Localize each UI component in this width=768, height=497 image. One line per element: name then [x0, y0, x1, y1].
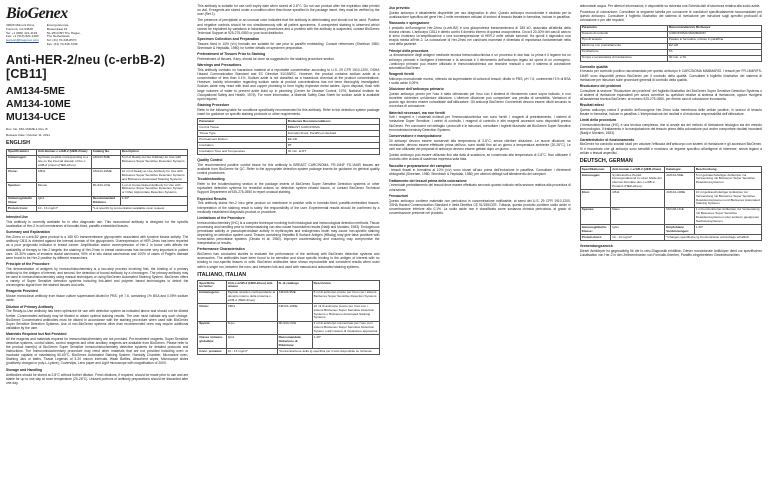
italian-staining-table [580, 25, 762, 62]
dilution-heading: Dilution of Primary Antibody [6, 304, 54, 309]
table-row: Control Tissue BREAST CARCINOMA [198, 125, 379, 131]
conservazione-text-2: Questo anticorpo può essere utilizzato fino alla data di scadenza, se conservato alla temperatura di 2-8°C. Non utilizzare il prodotto oltre la data di scadenza impressa sulla fiala. [388, 153, 571, 162]
table-row: Spezies: Maus MU134-UCE 1 ml konzentrierter Antikörper zur Verwendung mit BioGenex Super Sensitive Detektionssystemen oder anderen geeigneten Nachweissystemen [580, 207, 761, 224]
biogenex-logo: BioGenex [6, 5, 68, 22]
paragraph: This antibody is suitable for use until expiry date when stored at 2-8°C. Do not use product after the expiration date printed on vial. If reagents are stored under a condition other than those specified in the package insert, they must be verified by the user (Ref 1). [197, 4, 380, 17]
reagenti-heading: Reagenti forniti [388, 71, 415, 76]
dilution-text: The Ready-to-Use antibody has been optimized for use with detection system as indicated above and should not be diluted further. Concentrated antibody may be titrated to obtain optimal staining results. The user must validate any such change. BioGenex Concentrated antibodies must be diluted in accordance with the staining procedure when used with BioGenex Super Sensitive Detection Systems. Use of non-BioGenex systems other than recommended ones may require additional validation by the user. [6, 309, 189, 330]
storage-text: Antibodies should be stored at 2-8°C without further dilution. Fresh dilutions, if required, should be made prior to use and are stable for up to one day at room temperature (20-26°C). Unused portions of antibody preparations should be discarded after one day. [6, 372, 189, 385]
address-block [6, 24, 188, 47]
document-number: Doc. No. 932-134ME-1 Rev. B [6, 126, 48, 131]
warnings-heading: Warnings and Precautions [197, 63, 242, 68]
conservazione-heading: Conservazione e manipolazione [388, 133, 442, 138]
column-3 [389, 4, 571, 493]
table-row: Incubation Time and Temperature 30 min. at RT [198, 149, 379, 155]
reagenti-text: Anticorpo monoclonale murino, ottenuto da supernatante di coltura di tessuti, diluito in PBS, pH 7.6, contenente l'1% di BSA e sodio azide 0,09%. [388, 76, 571, 85]
expected-results-heading: Expected Results [197, 196, 227, 201]
quality-control-text: The recommended positive control tissue for this antibody is BREAST CARCINOMA. FR-1M4F FS-1M4R tissues are available from BioGenex for QC. Refer to the appropriate detection system package inserts for guidance on general quality control procedures. [197, 162, 380, 176]
summary-heading: Summary and Explanation [6, 230, 50, 235]
table-row: Pretreatment Elution EZ-AR [198, 137, 379, 143]
table-row: Incubation RT [198, 143, 379, 149]
caratteristiche-heading: Caratteristiche di funzionamento [579, 137, 635, 142]
staining-parameter-table [197, 118, 379, 155]
table-row: Tessuto di controllo CARCINOMA MAMMARIO [580, 31, 761, 37]
diluizione-text: Questo anticorpo pronto per l'uso è stato ottimizzato per l'uso con il sistema di rilevamento come sopra indicato, e non dovrebbe richiedere un'ulteriore diluizione. L'ulteriore diluizione può comportare una perdita di sensibilità. Variazioni di quanto rigo devono essere convalidate dall'utilizzatore. Gli anticorpi BioGenex Concentrati devono essere diluiti secondo la procedura di colorazione. [388, 91, 571, 109]
catalog-number-list: AM134-5ME AM134-10ME MU134-UCE [6, 84, 71, 123]
table-row: Species: Mouse MU134-UCE 1 ml of Concentrated Antibody for Use with BioGenex Super Sensitive Detection System or Other Appropriate Detection Systems [7, 182, 188, 196]
table-row: Specie: Topo MU134-UCE 1 ml di anticorpo concentrato per l'uso con i sistemi BioGenex Super Sensitive Detection System o altri sistemi di rivelazione appropriati [199, 321, 378, 333]
verwendungszweck-heading: Verwendungszweck [579, 243, 613, 248]
specimen-text: Tissues fixed in 10% (v/v) formalin are suitable for use prior to paraffin embedding. Consult references (Sheehan 1980; Shenbach & Heptalak, 1980) for further details on specimen preparation. [197, 41, 380, 50]
quality-control-heading: Quality Control [197, 158, 223, 163]
risultati-heading: Risultati attesi [579, 103, 604, 108]
column-2 [197, 4, 379, 493]
limiti-heading: Limiti della procedura [579, 118, 617, 123]
pretrattamento-heading: Trattamento dei tessuti prima della colorazione [388, 178, 467, 183]
warnings-text: This antibody contains no hazardous material at a reportable concentration according to U.S. 29 CFR 1910.1200, OSHA Hazard Communication Standard and EC Directive 91/155/EC. However, the product contains sodium azide at a concentration of less than 0.1%. Sodium azide is not classified as a hazardous chemical at the product concentrations. However, toxicity information regarding sodium azide at product concentrations has not been thoroughly investigated. Sodium azide may react with lead and copper plumbing to form highly explosive metal azides. Upon disposal, flush with large volumes of water to prevent azide build up in plumbing (Center for Disease Control, 1976, National Institute for Occupational Safety and Health, 1976). For more information, a Material Safety Data Sheet for sodium azide is available upon request. [197, 68, 380, 101]
table-row: Immunogeno: Peptide sintetico corrispondente al dominio interno della proteina c-erbB-2 (HER-2/neu) AM134-5ME 5 ml di anticorpo pronto per l'uso con i sistemi BioGenex Super Sensitive Detection Systems [198, 290, 379, 304]
section-heading-italiano: ITALIANO, ITALIAN [197, 271, 247, 278]
materiali-text: Tutti i reagenti e i materiali richiesti per l'immunoistochimica non sono forniti. I reagenti di pretrattamento, i sistemi di rivelazione Super Sensitive, i vetrini di controllo, i reagenti di controllo e altri reagenti accessori sono disponibili presso BioGenex. Per conoscere nel dettaglio i protocolli e le istruzioni, consultare i foglietti illustrativi dei BioGenex Super Sensitive Immunohistochemistry Detection Systems. [388, 115, 571, 132]
staining-procedure-text: Refer to the following table for conditions specifically recommended for this antibody. Refer to the detection system package insert for guidance on specific staining protocols or other requirements. [197, 107, 380, 116]
table-header-row: Specifiche tecniche: Anti-c-erbB-2 (HER-2/neu) anti-umano N. di catalogo Descrizione [198, 281, 379, 291]
procedura-text: Procedura di colorazione: Consultare la seguente tabella per conoscere le condizioni specificatamente raccomandate per questo anticorpo. Consultare il foglietto illustrativo del sistema di rivelazione per istruzioni sugli specifici protocolli di colorazione o per altri requisiti. [579, 10, 762, 23]
table-row: Classe immuno-globulina: IgG1 Raccomandata titolazione di Diluizione: 1:40* [198, 335, 379, 349]
riassunto-heading: Riassunto e spiegazione [388, 21, 430, 26]
reagents-text: Mouse monoclonal antibody from tissue culture supernatant diluted in PBS, pH 7.6, containing 1% BSA and 0.09% sodium azide. [6, 294, 189, 303]
paragraph: abbondanti acqua. Per ulteriori informazioni, è disponibile su richiesta una Scheda dati di sicurezza relativa alla sodio azide. [579, 4, 761, 8]
raccolta-text: I tessuti fissati in formalina al 10% (v/v) sono idonei all'uso prima dell'inclusione in paraffina. Consultare i riferimenti bibliografici (Sheehan, 1980; Shenbach & Heptalak, 1980) per ulteriori dettagli sull'allestimento dei campioni. [388, 168, 571, 177]
precauzioni-text: Questo anticorpo contiene materiale non pericoloso in concentrazione notificabile, ai sensi del U.S. 29 CFR 1910.1200, OSHA Hazard Communication Standard e della Direttiva CE 91/155/CEE. Tuttavia, questo prodotto contiene sodio azide in concentrazione inferiore allo 0,1%. La sodio azide non è classificata come sostanza chimica pericolosa, al grado di concentrazione presente nel prodotto. [388, 198, 571, 215]
specimen-heading: Specimen Collection and Preparation [197, 37, 260, 42]
limitations-heading: Limitations of the Procedure [197, 215, 245, 220]
precauzioni-heading: Precauzioni [388, 193, 409, 198]
table-row: Eluizione con pretrattamento EZ-AR [580, 43, 761, 49]
performance-text: BioGenex has conducted studies to evaluate the performance of the antibody with BioGenex detection systems and accessories. The antibodies have been found to be sensitive and show specific binding to the antigen of interest with no binding to non-specific tissues or cells. BioGenex antibodies have shown reproducible and consistent results when used within a single run, between the runs, and between lots and used with manual and automated staining systems. [197, 252, 380, 269]
table-row: Klon: CB11 AM134-10ME 10 ml gebrauchsfertiger Antikörper zur Verwendung mit BioGenex Super Sensitive Detektionssystemen und BioGenex Automated Staining Systems [581, 190, 760, 206]
table-row: Clone: CB11 AM134-10ME 10 ml di anticorpo pronto per l'uso con i sistemi BioGenex Super Sensitive Detection Systems e BioGenex Automated Staining Systems [198, 304, 379, 321]
intended-use-text: This antibody is currently available for in vitro diagnostic use. This monoclonal antibody is designed for the specific localization of Her-2 in cell membranes of formalin-fixed, paraffin-embedded tissues. [6, 220, 189, 229]
principle-heading: Principle of the Procedure [6, 261, 50, 266]
conservazione-text: Gli anticorpi devono essere conservati alla temperatura di 2-8°C, senza ulteriore diluizione. Le nuove diluizioni, se necessarie, devono essere effettuate prima dell'uso, sono stabili fino ad un giorno a temperatura ambiente (20-26°C). Le parti non utilizzate dei preparati di anticorpo devono essere gettate dopo un giorno. [388, 138, 571, 151]
uso-previsto-heading: Uso previsto [388, 6, 410, 10]
table-row: Protein-Konz: 10 - 13 mg/ml* *Chargen-spezifische Ig-Konzentration auf Anfrage erhältlich [580, 235, 761, 241]
table-header-row: Parameter BioGenex Recommendations [198, 119, 379, 125]
table-row: Protein Conc: 10 - 13 mg/ml* *Lot specific Ig concentration available upon request [7, 206, 188, 212]
uso-previsto-text: Questo anticorpo è attualmente disponibile per uso diagnostico in vitro. Questo anticorpo monoclonale è studiato per la localizzazione specifica del gene Her-2 nelle membrane cellulari di sezioni di tessuto fissate in formalina, incluse in paraffina. [388, 10, 571, 19]
raccolta-heading: Raccolta e preparazione dei campioni [388, 163, 452, 168]
riassunto-text: Il prodotto dell'oncogene Her-2/neu (c-erb-B2) è una glicoproteina transmembrana di 185 kD, associata all'attività della tirosina chinasi. L'anticorpo CB11 è diretto contro il dominio interno di questa oncoproteina. Circa il 20-30% dei casi di cancro al seno mostrano un'amplificazione o una sovraespressione di HER-2 nelle cellule tumorali. Ha quindi il dignostico una terapia mirata all'Her-2. La colorazione di Her-2/neu nei carcinomi mammari è diventata di importanza fondamentale nella cura della paziente. [388, 25, 571, 47]
verwendungszweck-text: Dieser Antikörper ist gegenwärtig für die In-vitro-Diagnostik erhältlich. Dieser monoklonale Antikörper dient zur spezifischen Lokalisation von Her-2 in den Zellmembranen von Formalin-fixierten, Paraffin-eingebetteten Gewebeschnitten. [579, 248, 762, 257]
troubleshooting-heading: Troubleshooting [197, 177, 225, 182]
table-header-row: Spezifikationen Anti-human c-erbB-2 (HER-2/neu) Katalognr. Beschreibung [580, 167, 761, 173]
risultati-text: Questo anticorpo colora il prodotto dell'oncogene Her-2/neu sulla membrana delle cellule positive, in sezioni di tessuto fissate in formalina, incluse in paraffina. L'interpretazione dei risultati è di esclusiva responsabilità dell'utilizzatore. [579, 107, 762, 117]
principle-text: The demonstration of antigens by immunohistochemistry is a two-step process involving first, the binding of a primary antibody to the antigen of interest, and second, the detection of bound antibody by a chromogen. The primary antibody may be used in immunohistochemistry using manual techniques or using BioGenex Automated Staining System. BioGenex offers a variety of Super Sensitive detection systems including link-label and polymer based technologies to detect the chromogenic signal from the stained tissues and cells. [6, 266, 189, 288]
principi-heading: Principi della procedura [388, 48, 429, 53]
column-1 [6, 4, 188, 493]
italian-spec-table [197, 280, 379, 355]
controllo-heading: Controllo qualità [579, 64, 608, 69]
table-header-row: Specifications Anti-Human c-erbB-2 (HER-2/neu) Catalog No. Description [7, 149, 188, 155]
table-row: Incubazione TA [580, 49, 761, 55]
materials-heading: Materials Required but Not Provided [6, 332, 67, 337]
english-spec-table [6, 149, 188, 212]
column-4 [580, 4, 762, 493]
section-heading-deutsch: DEUTSCH, GERMAN [579, 157, 633, 164]
support-email-link[interactable]: support@biogenex.com [6, 38, 39, 43]
caratteristiche-text: BioGenex ha condotto svariati studi per valutare l'efficacia dell'anticorpo con sistemi di rivelazione e gli accessori BioGenex. Si è riscontrato che gli anticorpi sono sensibili e mostrano un legame specifico all'antigene di interesse, senza legami a cellule o tessuti aspecifici. [579, 142, 762, 155]
table-row: Immunoglobulin-Klasse: IgG1 Empfohlene Verdünnungen: 1:40* [580, 225, 761, 235]
eu-representative-address: Emergo Europe, Molenstraat 15 NL-2513 BH The Hague, The Netherlands Tel: (31) 70-345-8570 Fax: (31) 70-346-7299 [46, 23, 81, 46]
document-title: Anti-HER-2/neu (c-erbB-2) [CB11] [6, 52, 166, 81]
limiti-text: L'immunoistochimica (IHC) è una tecnica complessa, che si avvale sia del metodo di rivelazione istologico sia del metodo immunologico. Il trattamento e la manipolazione del tessuto prima della colorazione può anche comportare risultati incostanti (Nadji e Morales, 1983). [579, 123, 762, 136]
table-row: Immunogen: Synthetisches Peptid, korrespondierend zu einer Stelle der internen Domäne des c-erbB-2-Proteins (HER-2/neu) AM134-5ME 5 ml gebrauchsfertiger Antikörper zur Verwendung mit BioGenex Super Sensitive Detektionssystemen [580, 173, 761, 190]
table-row: Tissue Type Formalin Fixed, Paraffin-embedded [198, 131, 379, 137]
summary-text: Her-2/neu or c-erb-B2 gene product is a 185 KD transmembrane glycoprotein associated with tyrosine kinase activity. The antibody CB11 is directed against the internal domain of the glycoprotein. Overexpression of HER-2/neu has been reported as a poor prognostic indicator in breast cancer. Amplification and/or overexpression of Her-2 in tumor cells affects the availability of therapy to Her-2 targets; the staining of Her-2/neu in breast carcinomas has become very important in patient care. 15-30% cases of invasive ductal carcinoma, 90% of in situ ductal carcinomas and 100% of cases of Paget's disease were found to be Her-2 positive by different researchers. [6, 235, 189, 260]
reagents-heading: Reagents Provided [6, 289, 38, 294]
controllo-text: Il tessuto per controllo positivo raccomandato per questo anticorpo è CARCINOMA MAMMARIO. I tessuti per FR-1M4R/FS-1M4R sono disponibili presso BioGenex per il controllo della qualità. Consultare il foglietto illustrativo del sistema di rivelazione per istruzioni sulle procedure generali di controllo della qualità. [579, 69, 762, 82]
limitations-text: Immunohistochemistry (IHC) is a complex technique involving both histological and immunological detection methods. Tissue processing and handling prior to immunostaining can also cause inconsistent results (Nadji and Morales, 1983). Endogenous peroxidase activity or pseudoperoxidase activity in erythrocytes and endogenous biotin may cause non-specific staining depending on detection system used. Tissues containing Hepatitis B Surface Antigen (HBsAg) may give false positives with horseradish peroxidase systems (Omata et al, 1980). Improper counterstaining and mounting may compromise the interpretation of results. [197, 220, 380, 246]
risoluzione-heading: Risoluzione dei problemi [579, 83, 622, 88]
german-spec-table [580, 166, 762, 241]
section-heading-english: ENGLISH [6, 140, 30, 147]
expected-results-text: This antibody stains Her-2 /neu gene product on membrane in positive cells in formalin-fixed, paraffin-embedded tissues. Interpretation of the staining result is solely the responsibility of the user. Experimental results should be confirmed by a medically established diagnostic product or procedure. [197, 201, 380, 214]
pretrattamento-text: L'eventuale pretrattamento dei tessuti deve essere effettuato secondo quanto indicato nella sezione relativa alla procedura di colorazione. [388, 183, 571, 192]
table-row: Tempo e temperatura di incubazione 30 min. a TA [580, 55, 761, 61]
paragraph: The presence of precipitate or an unusual color indicates that the antibody is deteriorating and should not be used. Positive and negative controls should be run simultaneously with all patient specimens. If unexpected staining is observed which cannot be explained by variations in laboratory procedures and a problem with the antibody is suspected, contact BioGenex Technical Support at 925-275-0550 or your local distributor. [197, 18, 380, 35]
manufacturer-address: 49026 Milmont Drive, Fremont, CA 94538 Tel: +1 (800) 421-4149 Fax: +1 (510) 824-1490 support@biogenex.com [6, 23, 39, 43]
troubleshooting-text: Refer to the troubleshooting section in the package inserts of BioGenex Super Sensitive Detection systems or other equivalent detection systems for remedial actions on detection system related issues, or contact BioGenex Technical Support Department at 925-275-0550 to report unusual staining. [197, 182, 380, 195]
diluizione-heading: Diluizione dell'anticorpo primario [388, 87, 444, 92]
risoluzione-text: Consultare la sezione "Risoluzione dei problemi" del foglietto illustrativo dei BioGenex Super Sensitive Detection Systems o di sistemi di rivelazione equivalenti per azioni correttive su questioni relative al sistema di rivelazione, oppure rivolgersi all'assistenza tecnica BioGenex, al numero 925-275-0550, per riferire casi di colorazione inconsueta. [579, 88, 762, 101]
table-row: Immunoglobulin Class: IgG1 Recommended Dilutions 1:40* [7, 196, 188, 206]
performance-heading: Performance Characteristics [197, 247, 245, 252]
release-date: Release Date: October 11, 2011 [6, 132, 50, 137]
pretreatment-text: Pretreatment of tissues, if any, should be done as suggested in the staining procedure section. [197, 57, 335, 61]
pretreatment-heading: Pretreatment of Tissues Prior to Staining [197, 52, 266, 57]
staining-procedure-heading: Staining Procedure [197, 103, 230, 108]
materiali-heading: Materiali necessari, ma non forniti [388, 110, 446, 115]
storage-heading: Storage and Handling [6, 367, 43, 372]
table-row: Conc. proteina: 10 - 13 mg/ml* *Concentrazione della Ig specifica per il lotto disponibile su richiesta [198, 348, 379, 354]
table-row: Immunogen: Synthetic peptide corresponding to a site on the internal domain of the c-erbB-2 protein (HER-2/neu) AM134-5ME 5 ml of Ready-to-Use Antibody for Use with BioGenex Super Sensitive Detection Systems [7, 155, 188, 169]
table-header-row: Parametro Raccomandazioni BioGenex [580, 25, 761, 31]
principi-text: La dimostrazione degli antigeni mediante tecnica immunoistochimica è un processo in due fasi: la prima è il legame tra un anticorpo primario e l'antigene d'interesse e la seconda è il rilevamento dell'anticorpo legato ad opera di un cromogeno. L'anticorpo primario può essere utilizzato in immunoistochimica con tecniche manuali o con il sistema di colorazione automatica BioGenex. [388, 53, 571, 70]
materials-text: All the reagents and materials required for immunohistochemistry are not provided. Pre-treatment reagents, Super Sensitive detection systems, control slides, control reagents and other ancillary reagents are available from BioGenex. Please refer to the product insert(s) of BioGenex Super Sensitive Immunohistochemistry detection systems for detailed protocols and instructions. The immunohistochemistry procedure may need other materials that are not provided including oven or incubator capable of maintaining 50-60°C, BioGenex Automated Staining System, Humidity Chamber, Microwave oven, Staining Jars or baths, Tissue Legends of 3-20 micron intervals, Wash Bottles, Absorbent wipes, Microscope slides (positively charged or poly-L-Lysine), Coverslips, Lens paper and Light microscope with magnification of 200X. [6, 336, 189, 366]
table-row: Clone: CB11 AM134-10ME 10 ml of Ready-to-Use Antibody for Use with BioGenex Super Sensitive Detection Systems and BioGenex Automated Staining Systems [7, 169, 188, 183]
intended-use-heading: Intended Use [6, 215, 28, 220]
table-row: Tipo di tessuto Fissato in formalina, incluso in paraffina [580, 37, 761, 43]
